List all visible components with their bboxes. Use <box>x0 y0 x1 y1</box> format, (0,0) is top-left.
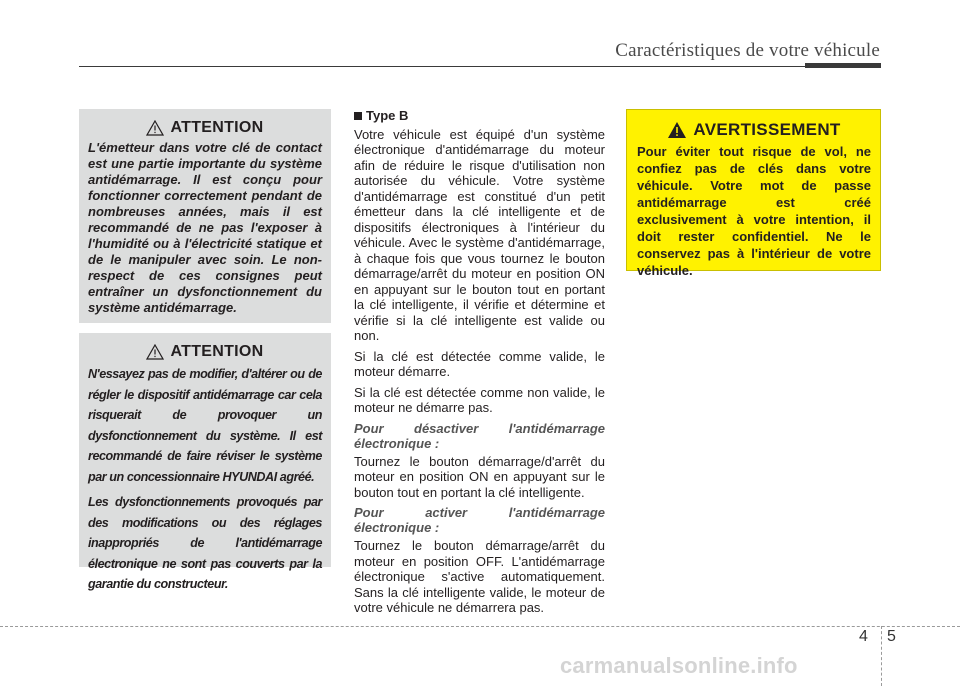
page-header-title: Caractéristiques de votre véhicule <box>615 40 880 61</box>
attention-title: ATTENTION <box>170 343 264 360</box>
section-heading-text: Type B <box>366 108 409 123</box>
warning-title: AVERTISSEMENT <box>693 120 841 139</box>
body-paragraph: Si la clé est détectée comme non valide, le moteur ne démarre pas. <box>354 384 605 415</box>
body-paragraph: Votre véhicule est équipé d'un système électronique d'antidémarrage du moteur afin de réduire le risque d'utilisation non autorisée du véhicule. Votre système d'antidémarrage est constitué d'un petit émetteur dans la clé intelligente et de dispositifs électroniques à l'intérieur du véhicule. Avec le système d'antidémarrage, à chaque fois que vous tournez le bouton démarrage/arrêt du moteur en position ON en appuyant sur le bouton tout en portant la clé intelligente, il vérifie et détermine et vérifie si la clé intelligente est valide ou non. <box>354 126 605 343</box>
warning-triangle-icon <box>146 344 164 360</box>
attention-title: ATTENTION <box>170 119 264 136</box>
warning-triangle-icon <box>667 121 687 139</box>
footer-dashed-rule <box>0 626 960 627</box>
square-bullet-icon <box>354 112 362 120</box>
warning-text: Pour éviter tout risque de vol, ne confiez pas de clés dans votre véhicule. Votre mot de passe antidémarrage est créé exclusivement à votre intention, il doit rester confidentiel. Ne le conservez pas à l'intérieur de votre véhicule. <box>637 144 871 278</box>
attention-title-row <box>88 119 322 137</box>
warning-triangle-icon <box>146 120 164 136</box>
body-paragraph: Si la clé est détectée comme valide, le moteur démarre. <box>354 348 605 379</box>
subheading: Pour activer l'antidémarrage électronique : <box>354 505 605 535</box>
attention-paragraph-2: Les dysfonctionnements provoqués par des modifications ou des réglages inappropriés de l'antidémarrage électronique ne sont pas couverts par la garantie du constructeur. <box>88 495 322 591</box>
subheading: Pour désactiver l'antidémarrage électronique : <box>354 420 605 451</box>
watermark-text: carmanualsonline.info <box>560 653 798 678</box>
body-paragraph: Tournez le bouton démarrage/arrêt du moteur en position OFF. L'antidémarrage électronique s'active automatiquement. Sans la clé intelligente valide, le moteur de votre véhicule ne démarrera pas. <box>354 538 605 615</box>
page-number: 5 <box>887 628 896 645</box>
footer-page-separator <box>881 626 882 686</box>
main-column <box>354 108 605 621</box>
header-rule <box>79 66 805 67</box>
body-paragraph: Tournez le bouton démarrage/d'arrêt du moteur en position ON en appuyant sur le bouton tout en portant la clé intelligente. <box>354 453 605 500</box>
attention-text: L'émetteur dans votre clé de contact est une partie importante du système antidémarrage. Il est conçu pour fonctionner correctement pendant de nombreuses années, mais il est recommandé de ne pas l'exposer à l'humidité ou à l'électricité statique et de le manipuler avec soin. Le non-respect de ces consignes peut entraîner un dysfonctionnement du système antidémarrage. <box>88 140 322 315</box>
attention-box-2 <box>79 333 331 591</box>
header-accent-bar <box>805 63 881 68</box>
chapter-number: 4 <box>859 628 868 645</box>
attention-title-row <box>88 343 322 361</box>
section-heading <box>354 108 605 124</box>
warning-title-row <box>637 120 871 140</box>
warning-box <box>626 109 881 278</box>
attention-box-1 <box>79 109 331 323</box>
attention-paragraph-1: N'essayez pas de modifier, d'altérer ou de régler le dispositif antidémarrage car cela risquerait de provoquer un dysfonctionnement du système. Il est recommandé de faire réviser le système par un concessionnaire HYUNDAI agréé. <box>88 367 322 484</box>
